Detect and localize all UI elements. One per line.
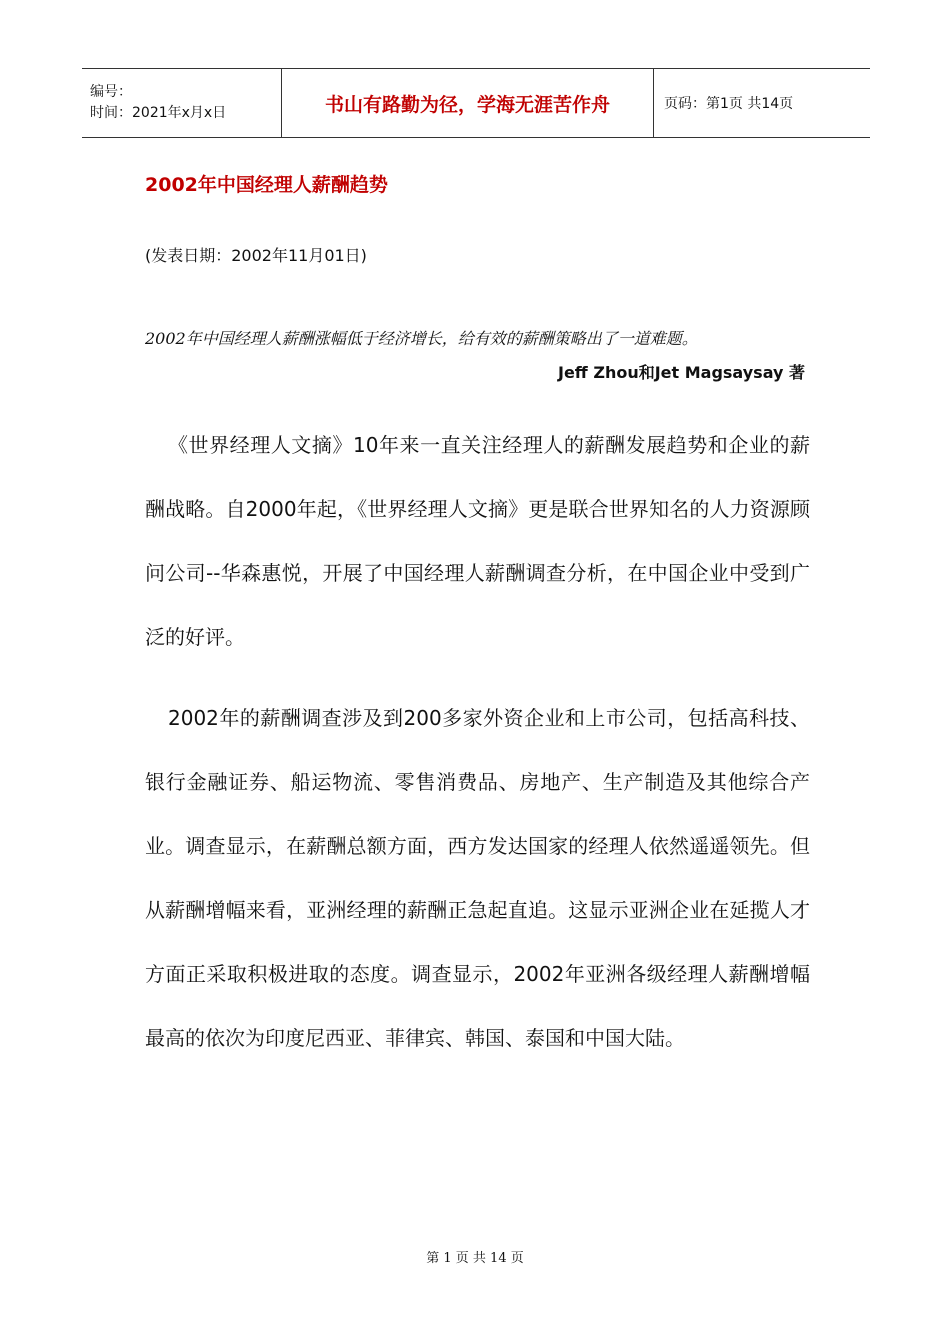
article-author: Jeff Zhou和Jet Magsaysay 著	[558, 363, 805, 382]
page-footer: 第 1 页 共 14 页	[426, 1251, 524, 1266]
number-label: 编号：	[90, 84, 132, 100]
header-meta	[82, 69, 282, 137]
paragraph-2: 2002年的薪酬调查涉及到200多家外资企业和上市公司，包括高科技、银行金融证券、船运物流、零售消费品、房地产、生产制造及其他综合产业。调查显示，在薪酬总额方面，西方发达国家的经理人依然遥遥领先。但从薪酬增幅来看，亚洲经理的薪酬正急起直追。这显示亚洲企业在延揽人才方面正采取积极进取的态度。调查显示，2002年亚洲各级经理人薪酬增幅最高的依次为印度尼西亚、菲律宾、韩国、泰国和中国大陆。	[145, 706, 810, 1050]
publish-date: (发表日期：2002年11月01日)	[145, 246, 367, 265]
document-header	[82, 68, 870, 138]
page-info-text: 页码：第1页 共14页	[664, 96, 794, 112]
article-title: 2002年中国经理人薪酬趋势	[145, 174, 388, 196]
header-motto	[282, 69, 654, 137]
motto-text: 书山有路勤为径，学海无涯苦作舟	[324, 93, 610, 116]
paragraph-1: 《世界经理人文摘》10年来一直关注经理人的薪酬发展趋势和企业的薪酬战略。自2000年起，《世界经理人文摘》更是联合世界知名的人力资源顾问公司--华森惠悦，开展了中国经理人薪酬调查分析，在中国企业中受到广泛的好评。	[145, 433, 810, 649]
header-page-info	[654, 69, 870, 137]
article-lead: 2002年中国经理人薪酬涨幅低于经济增长，给有效的薪酬策略出了一道难题。	[145, 329, 698, 348]
time-label: 时间：2021年x月x日	[90, 105, 227, 121]
